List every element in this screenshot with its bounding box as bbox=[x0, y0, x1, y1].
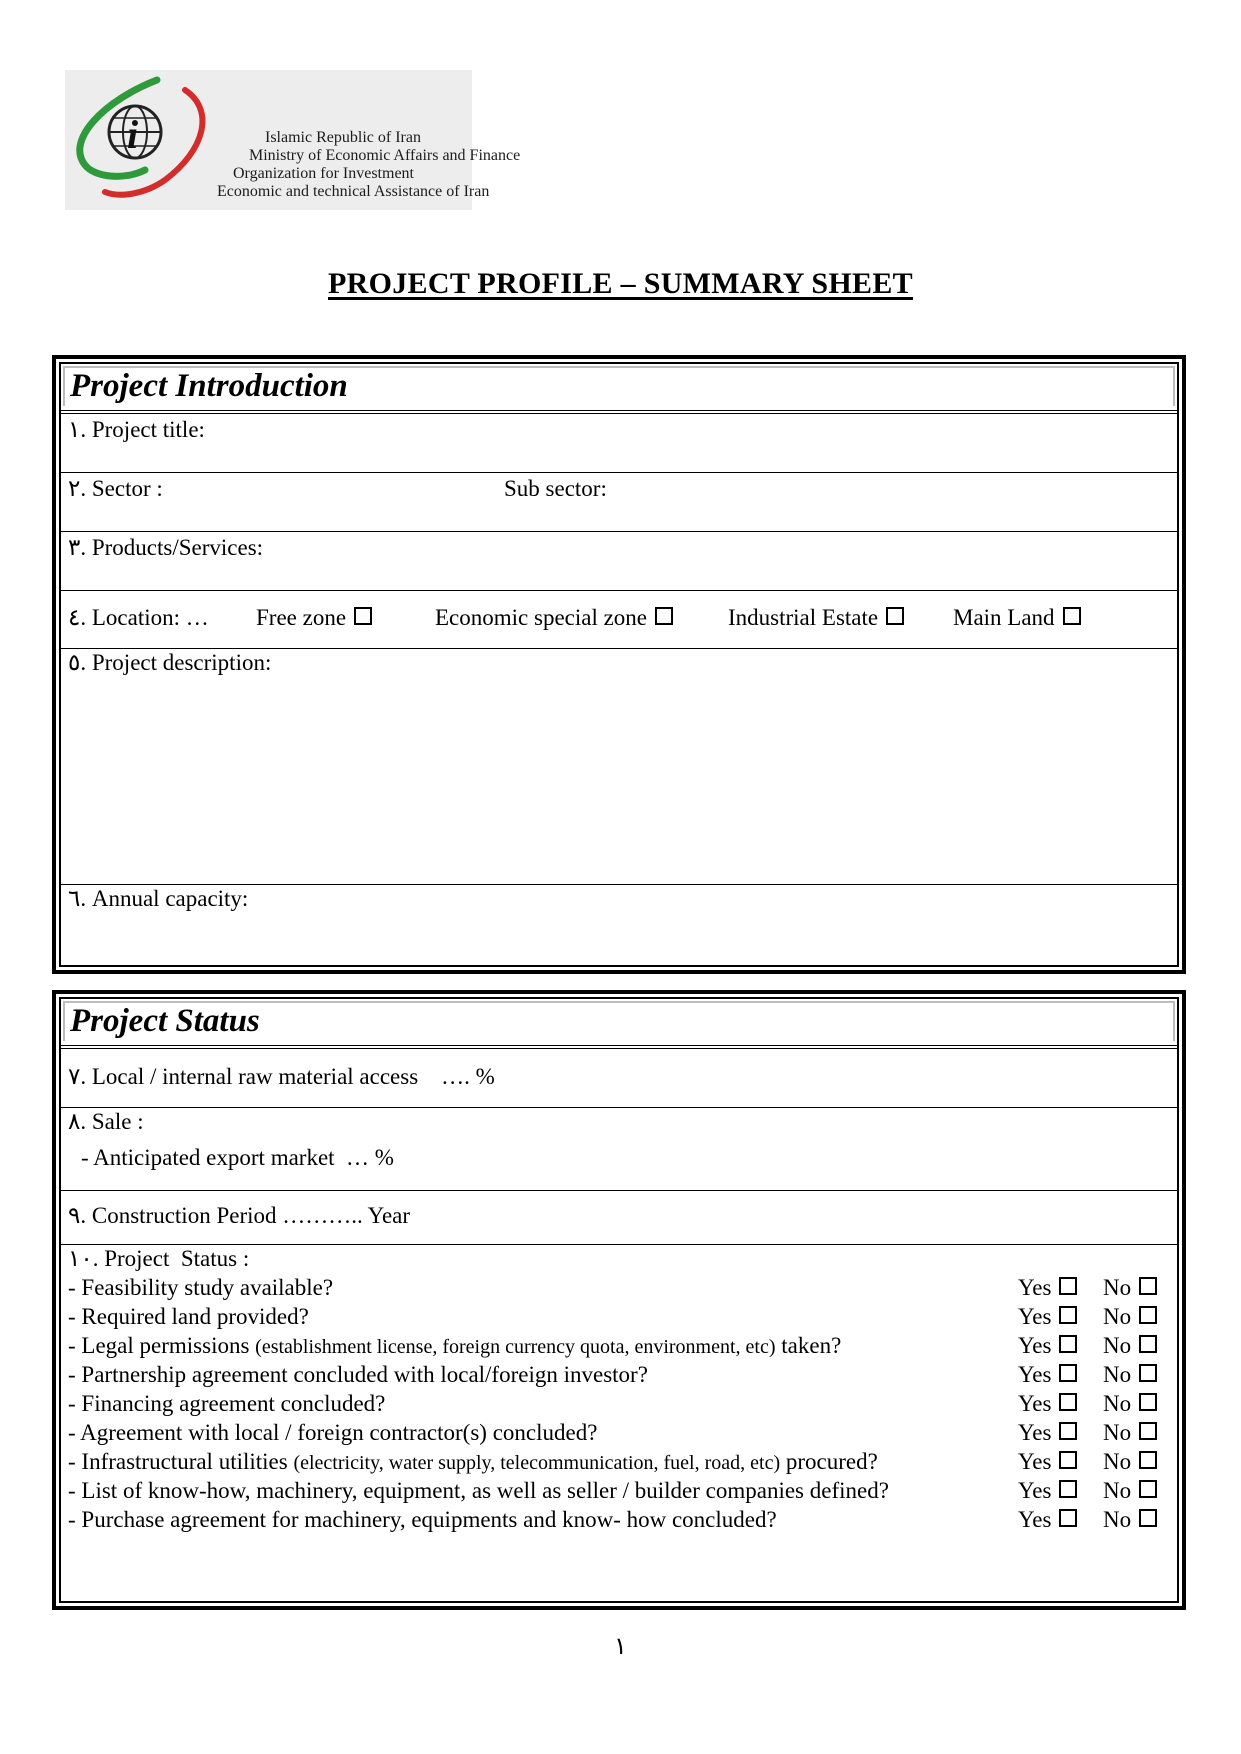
status-question-row bbox=[68, 1449, 1177, 1478]
products-field[interactable] bbox=[61, 532, 1177, 591]
no-option[interactable]: No bbox=[1103, 1333, 1157, 1359]
status-question-text: - Financing agreement concluded? bbox=[68, 1391, 386, 1416]
raw-material-field[interactable] bbox=[61, 1049, 1177, 1108]
status-question-row bbox=[68, 1275, 1177, 1304]
status-question-row bbox=[68, 1333, 1177, 1362]
sale-field[interactable] bbox=[61, 1108, 1177, 1191]
project-title-label: ١. Project title: bbox=[68, 417, 205, 442]
yes-option[interactable]: Yes bbox=[1018, 1275, 1077, 1301]
location-label: ٤. Location: … bbox=[68, 605, 209, 630]
annual-capacity-field[interactable] bbox=[61, 885, 1177, 965]
raw-material-label: ٧. Local / internal raw material access …. % bbox=[68, 1064, 495, 1089]
status-question-row bbox=[68, 1507, 1177, 1536]
construction-period-label: ٩. Construction Period ……….. Year bbox=[68, 1203, 411, 1228]
no-checkbox[interactable] bbox=[1139, 1364, 1157, 1382]
sector-field[interactable] bbox=[61, 473, 1177, 532]
yes-option[interactable]: Yes bbox=[1018, 1304, 1077, 1330]
no-option[interactable]: No bbox=[1103, 1507, 1157, 1533]
main-land-option[interactable]: Main Land bbox=[953, 605, 1081, 631]
project-status-checklist bbox=[61, 1245, 1177, 1605]
yes-checkbox[interactable] bbox=[1059, 1335, 1077, 1353]
status-question-text: - Partnership agreement concluded with local/foreign investor? bbox=[68, 1362, 648, 1387]
yes-checkbox[interactable] bbox=[1059, 1451, 1077, 1469]
no-checkbox[interactable] bbox=[1139, 1422, 1157, 1440]
annual-capacity-label: ٦. Annual capacity: bbox=[68, 886, 249, 911]
svg-text:i: i bbox=[127, 112, 139, 157]
status-question-text: - List of know-how, machinery, equipment, as well as seller / builder companies defined? bbox=[68, 1478, 889, 1503]
project-title-field[interactable] bbox=[61, 414, 1177, 473]
status-question-row bbox=[68, 1420, 1177, 1449]
yes-option[interactable]: Yes bbox=[1018, 1333, 1077, 1359]
status-question-text: - Feasibility study available? bbox=[68, 1275, 334, 1300]
section-heading: Project Introduction bbox=[61, 364, 1177, 414]
status-question-row bbox=[68, 1391, 1177, 1420]
project-description-field[interactable] bbox=[61, 649, 1177, 885]
yes-option[interactable]: Yes bbox=[1018, 1362, 1077, 1388]
yes-checkbox[interactable] bbox=[1059, 1393, 1077, 1411]
status-question-text: - Legal permissions (establishment license, foreign currency quota, environment, etc) taken? bbox=[68, 1333, 842, 1358]
no-option[interactable]: No bbox=[1103, 1478, 1157, 1504]
no-checkbox[interactable] bbox=[1139, 1451, 1157, 1469]
section-heading: Project Status bbox=[61, 999, 1177, 1049]
industrial-estate-option[interactable]: Industrial Estate bbox=[728, 605, 904, 631]
status-question-row bbox=[68, 1362, 1177, 1391]
logo-line-2: Ministry of Economic Affairs and Finance bbox=[249, 147, 521, 164]
logo-line-3: Organization for Investment bbox=[233, 165, 414, 182]
main-land-checkbox[interactable] bbox=[1063, 607, 1081, 625]
no-checkbox[interactable] bbox=[1139, 1509, 1157, 1527]
no-option[interactable]: No bbox=[1103, 1275, 1157, 1301]
no-option[interactable]: No bbox=[1103, 1420, 1157, 1446]
no-checkbox[interactable] bbox=[1139, 1335, 1157, 1353]
export-market-label: - Anticipated export market … % bbox=[81, 1145, 394, 1170]
status-question-text: - Infrastructural utilities (electricity, water supply, telecommunication, fuel, road, etc) procured? bbox=[68, 1449, 878, 1474]
yes-option[interactable]: Yes bbox=[1018, 1391, 1077, 1417]
page-title: PROJECT PROFILE – SUMMARY SHEET bbox=[328, 267, 913, 300]
free-zone-checkbox[interactable] bbox=[354, 607, 372, 625]
project-description-label: ٥. Project description: bbox=[68, 650, 272, 675]
products-label: ٣. Products/Services: bbox=[68, 535, 264, 560]
yes-checkbox[interactable] bbox=[1059, 1509, 1077, 1527]
project-status-section bbox=[52, 990, 1186, 1610]
status-question-text: - Required land provided? bbox=[68, 1304, 309, 1329]
yes-checkbox[interactable] bbox=[1059, 1480, 1077, 1498]
logo-line-1: Islamic Republic of Iran bbox=[265, 129, 421, 146]
logo-text bbox=[149, 129, 520, 201]
yes-checkbox[interactable] bbox=[1059, 1277, 1077, 1295]
free-zone-option[interactable]: Free zone bbox=[256, 605, 372, 631]
no-checkbox[interactable] bbox=[1139, 1277, 1157, 1295]
no-option[interactable]: No bbox=[1103, 1304, 1157, 1330]
economic-zone-checkbox[interactable] bbox=[655, 607, 673, 625]
yes-option[interactable]: Yes bbox=[1018, 1420, 1077, 1446]
no-checkbox[interactable] bbox=[1139, 1480, 1157, 1498]
status-question-list bbox=[68, 1275, 1177, 1536]
no-option[interactable]: No bbox=[1103, 1449, 1157, 1475]
economic-zone-option[interactable]: Economic special zone bbox=[435, 605, 673, 631]
sector-label: ٢. Sector : bbox=[68, 476, 163, 501]
yes-option[interactable]: Yes bbox=[1018, 1478, 1077, 1504]
status-question-text: - Purchase agreement for machinery, equipments and know- how concluded? bbox=[68, 1507, 777, 1532]
page-number: ١ bbox=[614, 1634, 627, 1660]
yes-checkbox[interactable] bbox=[1059, 1422, 1077, 1440]
yes-checkbox[interactable] bbox=[1059, 1364, 1077, 1382]
sale-label: ٨. Sale : bbox=[68, 1109, 144, 1134]
no-checkbox[interactable] bbox=[1139, 1306, 1157, 1324]
status-question-row bbox=[68, 1478, 1177, 1507]
yes-option[interactable]: Yes bbox=[1018, 1449, 1077, 1475]
yes-option[interactable]: Yes bbox=[1018, 1507, 1077, 1533]
location-field bbox=[61, 591, 1177, 649]
organization-logo bbox=[65, 70, 521, 210]
industrial-estate-checkbox[interactable] bbox=[886, 607, 904, 625]
project-introduction-section bbox=[52, 355, 1186, 974]
yes-checkbox[interactable] bbox=[1059, 1306, 1077, 1324]
status-question-row bbox=[68, 1304, 1177, 1333]
no-option[interactable]: No bbox=[1103, 1362, 1157, 1388]
no-checkbox[interactable] bbox=[1139, 1393, 1157, 1411]
status-question-text: - Agreement with local / foreign contractor(s) concluded? bbox=[68, 1420, 598, 1445]
project-status-label: ١٠. Project Status : bbox=[68, 1246, 250, 1271]
sub-sector-label: Sub sector: bbox=[504, 476, 607, 501]
logo-line-4: Economic and technical Assistance of Iran bbox=[217, 183, 490, 200]
construction-period-field[interactable] bbox=[61, 1191, 1177, 1245]
no-option[interactable]: No bbox=[1103, 1391, 1157, 1417]
